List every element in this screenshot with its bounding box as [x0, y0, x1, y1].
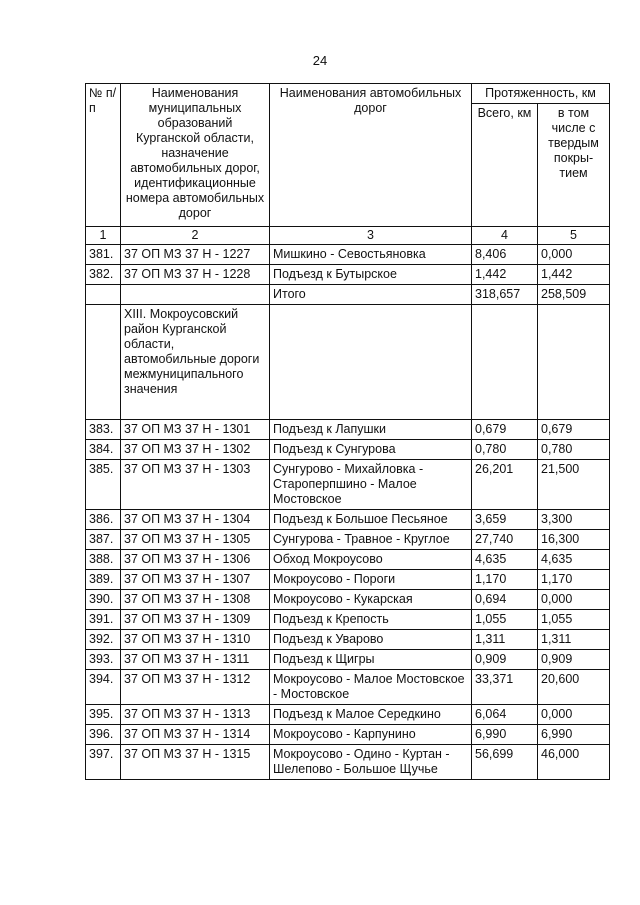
road-name: Сунгурово - Михайловка - Староперпшино - Малое Мостовское	[270, 460, 472, 510]
length-paved: 1,311	[538, 630, 610, 650]
road-name: Мокроусово - Одино - Куртан - Шелепово - Большое Щучье	[270, 745, 472, 780]
table-row	[86, 420, 610, 440]
length-total: 27,740	[472, 530, 538, 550]
road-name: Мокроусово - Малое Мостовское - Мостовское	[270, 670, 472, 705]
table-row	[86, 670, 610, 705]
length-total: 6,990	[472, 725, 538, 745]
table-row	[86, 530, 610, 550]
road-id: 37 ОП МЗ 37 Н - 1313	[121, 705, 270, 725]
empty-cell	[538, 305, 610, 420]
length-paved: 0,000	[538, 245, 610, 265]
column-number: 3	[270, 227, 472, 245]
road-name: Мокроусово - Карпунино	[270, 725, 472, 745]
table-row	[86, 245, 610, 265]
table-row	[86, 510, 610, 530]
road-id: 37 ОП МЗ 37 Н - 1302	[121, 440, 270, 460]
length-total: 0,909	[472, 650, 538, 670]
table-row	[86, 590, 610, 610]
road-name: Подъезд к Лапушки	[270, 420, 472, 440]
empty-cell	[472, 305, 538, 420]
road-name: Подъезд к Малое Середкино	[270, 705, 472, 725]
length-paved: 4,635	[538, 550, 610, 570]
table-row	[86, 630, 610, 650]
length-paved: 6,990	[538, 725, 610, 745]
header-length: Протяженность, км	[472, 84, 610, 104]
length-paved: 0,679	[538, 420, 610, 440]
road-name: Мишкино - Севостьяновка	[270, 245, 472, 265]
road-id: 37 ОП МЗ 37 Н - 1228	[121, 265, 270, 285]
table-row	[86, 610, 610, 630]
road-name: Мокроусово - Кукарская	[270, 590, 472, 610]
column-numbers-row	[86, 227, 610, 245]
column-number: 2	[121, 227, 270, 245]
length-total: 1,170	[472, 570, 538, 590]
length-total: 1,442	[472, 265, 538, 285]
length-total: 0,694	[472, 590, 538, 610]
road-id: 37 ОП МЗ 37 Н - 1315	[121, 745, 270, 780]
row-number: 390.	[86, 590, 121, 610]
row-number: 393.	[86, 650, 121, 670]
header-paved: в том числе с твердым покры-тием	[538, 104, 610, 227]
length-total: 26,201	[472, 460, 538, 510]
road-id: 37 ОП МЗ 37 Н - 1301	[121, 420, 270, 440]
length-total: 8,406	[472, 245, 538, 265]
length-total: 0,679	[472, 420, 538, 440]
empty-cell	[121, 285, 270, 305]
length-total: 1,055	[472, 610, 538, 630]
page-number: 24	[312, 53, 328, 68]
road-id: 37 ОП МЗ 37 Н - 1303	[121, 460, 270, 510]
row-number: 389.	[86, 570, 121, 590]
road-id: 37 ОП МЗ 37 Н - 1314	[121, 725, 270, 745]
row-number: 385.	[86, 460, 121, 510]
row-number: 384.	[86, 440, 121, 460]
length-paved: 20,600	[538, 670, 610, 705]
length-total: 3,659	[472, 510, 538, 530]
road-name: Подъезд к Щигры	[270, 650, 472, 670]
empty-cell	[86, 285, 121, 305]
road-id: 37 ОП МЗ 37 Н - 1309	[121, 610, 270, 630]
length-paved: 46,000	[538, 745, 610, 780]
length-paved: 0,909	[538, 650, 610, 670]
road-name: Подъезд к Бутырское	[270, 265, 472, 285]
total-row	[86, 285, 610, 305]
table-row	[86, 550, 610, 570]
total-label: Итого	[270, 285, 472, 305]
road-name: Подъезд к Сунгурова	[270, 440, 472, 460]
table-row	[86, 570, 610, 590]
row-number: 381.	[86, 245, 121, 265]
row-number: 387.	[86, 530, 121, 550]
empty-cell	[270, 305, 472, 420]
header-road: Наименования автомобильных дорог	[270, 84, 472, 227]
row-number: 391.	[86, 610, 121, 630]
row-number: 382.	[86, 265, 121, 285]
length-paved: 0,000	[538, 590, 610, 610]
table-row	[86, 460, 610, 510]
header-total: Всего, км	[472, 104, 538, 227]
road-id: 37 ОП МЗ 37 Н - 1312	[121, 670, 270, 705]
road-name: Обход Мокроусово	[270, 550, 472, 570]
table-row	[86, 705, 610, 725]
road-name: Подъезд к Уварово	[270, 630, 472, 650]
length-paved: 0,000	[538, 705, 610, 725]
length-total: 33,371	[472, 670, 538, 705]
road-name: Подъезд к Крепость	[270, 610, 472, 630]
table-row	[86, 725, 610, 745]
empty-cell	[86, 305, 121, 420]
header-municipal: Наименования муниципальных образований Курганской области, назначение автомобильных дорог, идентификационные номера автомобильных дорог	[121, 84, 270, 227]
section-row	[86, 305, 610, 420]
row-number: 397.	[86, 745, 121, 780]
road-id: 37 ОП МЗ 37 Н - 1311	[121, 650, 270, 670]
total-value: 318,657	[472, 285, 538, 305]
header-num: № п/п	[86, 84, 121, 227]
roads-table	[85, 83, 610, 780]
road-id: 37 ОП МЗ 37 Н - 1304	[121, 510, 270, 530]
length-paved: 16,300	[538, 530, 610, 550]
length-total: 0,780	[472, 440, 538, 460]
length-paved: 21,500	[538, 460, 610, 510]
length-paved: 1,055	[538, 610, 610, 630]
road-id: 37 ОП МЗ 37 Н - 1227	[121, 245, 270, 265]
row-number: 383.	[86, 420, 121, 440]
road-id: 37 ОП МЗ 37 Н - 1310	[121, 630, 270, 650]
length-total: 6,064	[472, 705, 538, 725]
section-title: XIII. Мокроусовский район Курганской области, автомобильные дороги межмуниципального значения	[121, 305, 270, 420]
length-paved: 3,300	[538, 510, 610, 530]
road-name: Сунгурова - Травное - Круглое	[270, 530, 472, 550]
table-row	[86, 650, 610, 670]
column-number: 4	[472, 227, 538, 245]
length-total: 4,635	[472, 550, 538, 570]
road-id: 37 ОП МЗ 37 Н - 1306	[121, 550, 270, 570]
column-number: 1	[86, 227, 121, 245]
row-number: 394.	[86, 670, 121, 705]
row-number: 386.	[86, 510, 121, 530]
length-paved: 0,780	[538, 440, 610, 460]
row-number: 392.	[86, 630, 121, 650]
length-total: 56,699	[472, 745, 538, 780]
total-paved: 258,509	[538, 285, 610, 305]
road-id: 37 ОП МЗ 37 Н - 1308	[121, 590, 270, 610]
header-row	[86, 84, 610, 104]
table-row	[86, 745, 610, 780]
road-name: Подъезд к Большое Песьяное	[270, 510, 472, 530]
row-number: 395.	[86, 705, 121, 725]
road-name: Мокроусово - Пороги	[270, 570, 472, 590]
length-paved: 1,170	[538, 570, 610, 590]
row-number: 388.	[86, 550, 121, 570]
column-number: 5	[538, 227, 610, 245]
table-row	[86, 265, 610, 285]
road-id: 37 ОП МЗ 37 Н - 1305	[121, 530, 270, 550]
road-id: 37 ОП МЗ 37 Н - 1307	[121, 570, 270, 590]
length-paved: 1,442	[538, 265, 610, 285]
table-row	[86, 440, 610, 460]
length-total: 1,311	[472, 630, 538, 650]
row-number: 396.	[86, 725, 121, 745]
